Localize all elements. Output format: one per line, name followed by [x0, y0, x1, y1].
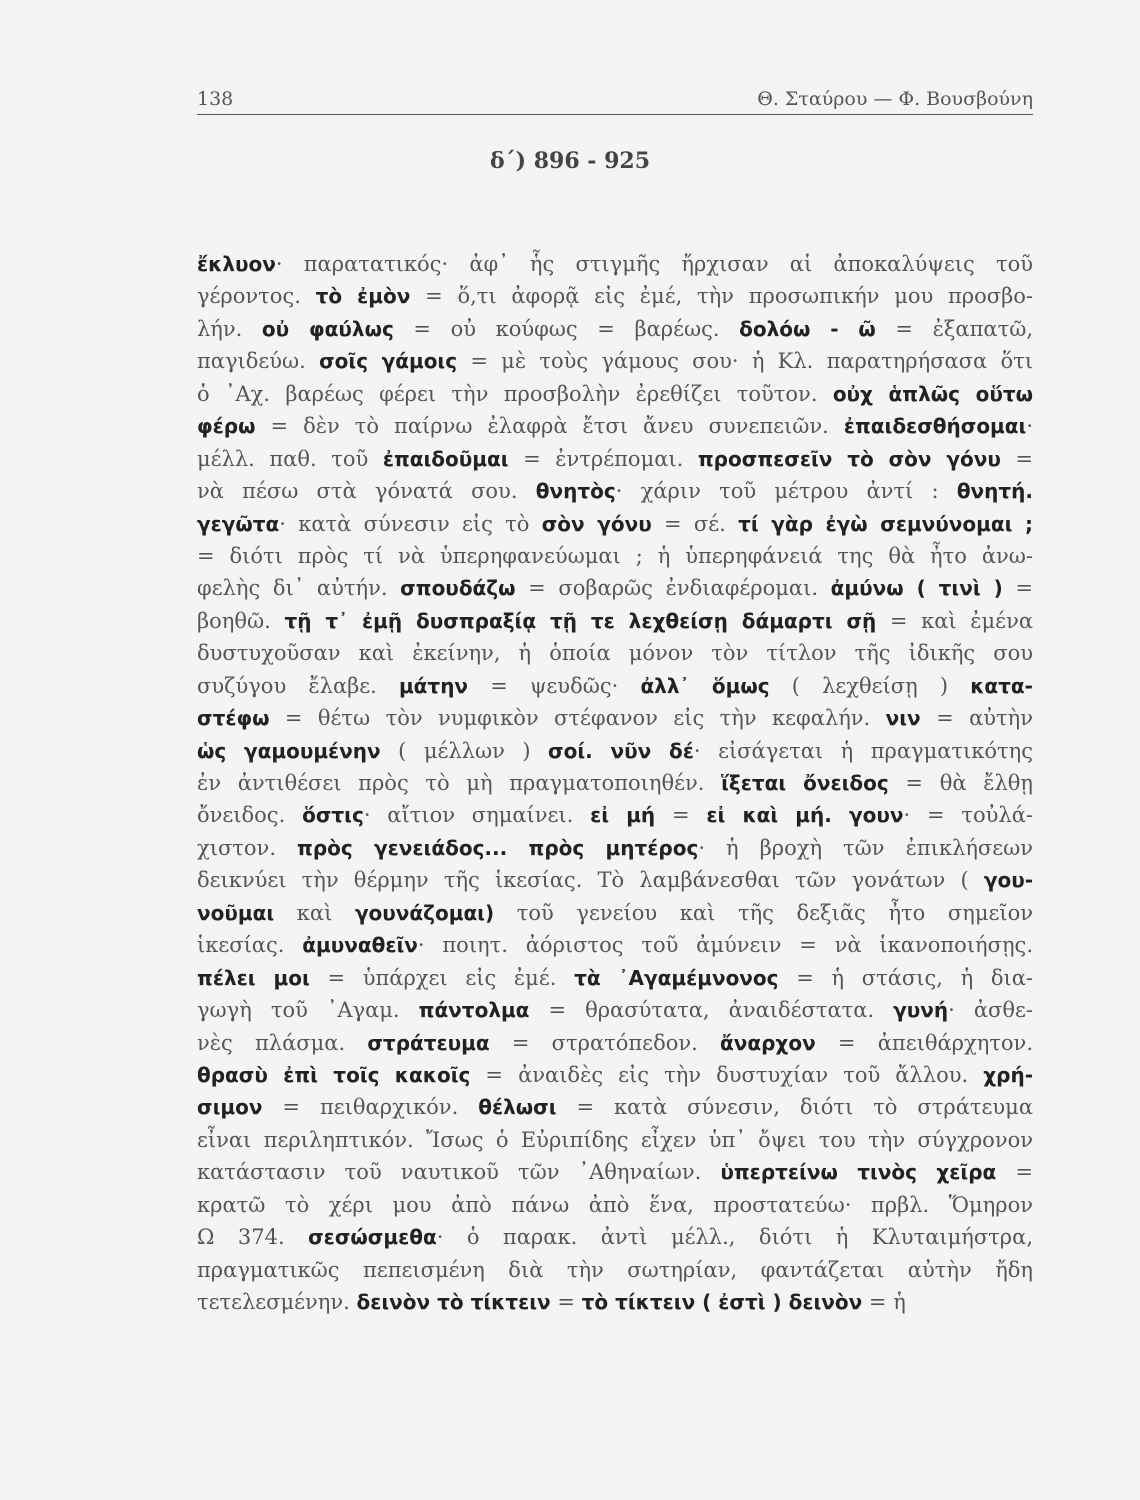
text-segment: · παρατατικός· ἀφ᾽ ἧς στιγμῆς ἤρχισαν αἱ ἀποκαλύψεις τοῦ — [275, 252, 1033, 276]
lemma-term: σοί. νῦν δέ — [548, 738, 694, 763]
text-line — [197, 1189, 1033, 1221]
text-segment: = ὑπάρχει εἰς ἐμέ. — [309, 965, 575, 990]
lemma-term: κατα- — [970, 673, 1033, 698]
text-segment: χιστον. — [197, 835, 298, 860]
lemma-term: τί γὰρ ἐγὼ σεμνύνομαι ; — [738, 511, 1033, 536]
text-segment: πραγματικῶς πεπεισμένη διὰ τὴν σωτηρίαν, φαντάζεται αὐτὴν ἤδη — [197, 1257, 1033, 1282]
commentary-text — [197, 248, 1033, 1318]
lemma-term: τὸ τίκτειν ( ἐστὶ ) δεινὸν — [581, 1290, 863, 1314]
lemma-term: μάτην — [398, 673, 469, 698]
text-segment: φελὴς δι᾽ αὐτήν. — [197, 576, 401, 601]
text-segment: = ἡ — [862, 1290, 906, 1314]
text-segment: = στρατόπεδον. — [489, 1030, 721, 1055]
text-line — [197, 345, 1033, 377]
text-segment: = καὶ ἐμένα — [876, 608, 1033, 633]
text-segment: · ἀσθε- — [948, 998, 1033, 1023]
lemma-term: θνητή. — [956, 479, 1033, 504]
lemma-term: σὸν γόνυ — [541, 511, 652, 536]
lemma-term: δεινὸν τὸ τίκτειν — [356, 1290, 551, 1314]
text-segment: μέλλ. παθ. τοῦ — [197, 446, 383, 471]
lemma-term: ὅστις — [302, 803, 364, 828]
text-segment: τοῦ γενείου καὶ τῆς δεξιᾶς ἦτο σημεῖον — [494, 900, 1033, 925]
text-segment: · ποιητ. ἀόριστος τοῦ ἀμύνειν = νὰ ἱκανοποιήσῃς. — [417, 933, 1033, 958]
text-line — [197, 962, 1033, 994]
text-segment: συζύγου ἔλαβε. — [197, 673, 399, 698]
lemma-term: ὑπερτείνω τινὸς χεῖρα — [720, 1160, 997, 1185]
text-line — [197, 605, 1033, 637]
lemma-term: θέλωσι — [478, 1095, 557, 1120]
text-segment: = θέτω τὸν νυμφικὸν στέφανον εἰς τὴν κεφαλήν. — [269, 706, 886, 731]
text-segment: = ἀναιδὲς εἰς τὴν δυστυχίαν τοῦ ἄλλου. — [470, 1062, 984, 1087]
text-line — [197, 248, 1033, 280]
lemma-term: πέλει μοι — [197, 965, 310, 990]
text-line — [197, 508, 1033, 540]
text-line — [197, 1091, 1033, 1123]
text-segment: ἱκεσίας. — [197, 933, 303, 958]
text-line — [197, 378, 1033, 410]
text-line — [197, 994, 1033, 1026]
text-segment: = πειθαρχικόν. — [262, 1095, 479, 1120]
text-line — [197, 735, 1033, 767]
text-line — [197, 864, 1033, 896]
text-segment: = — [1002, 576, 1033, 601]
lemma-term: ἐπαιδοῦμαι — [382, 446, 509, 471]
text-segment: = — [1000, 446, 1033, 471]
text-segment: = διότι πρὸς τί νὰ ὑπερηφανεύωμαι ; ἡ ὑπερηφάνειά της θὰ ἦτο ἀνω- — [197, 543, 1033, 568]
lemma-term: σπουδάζω — [400, 576, 516, 601]
text-segment: ὁ ᾿Αχ. βαρέως φέρει τὴν προσβολὴν ἐρεθίζει τοῦτον. — [197, 381, 833, 406]
text-line — [197, 832, 1033, 864]
text-segment: δεικνύει τὴν θέρμην τῆς ἱκεσίας. Τὸ λαμβάνεσθαι τῶν γονάτων ( — [197, 868, 984, 893]
text-segment: · εἰσάγεται ἡ πραγματικότης — [693, 738, 1033, 763]
lemma-term: ἐπαιδεσθήσομαι — [843, 414, 1027, 439]
text-line — [197, 897, 1033, 929]
text-segment: = σοβαρῶς ἐνδιαφέρομαι. — [515, 576, 831, 601]
text-segment: νὲς πλάσμα. — [197, 1030, 368, 1055]
text-line — [197, 1059, 1033, 1091]
text-line — [197, 1254, 1033, 1286]
text-segment: = κατὰ σύνεσιν, διότι τὸ στράτευμα — [556, 1095, 1033, 1120]
text-segment: · αἴτιον σημαίνει. — [363, 803, 591, 828]
text-line — [197, 443, 1033, 475]
lemma-term: γυνή — [893, 998, 949, 1023]
text-segment: = θὰ ἔλθῃ — [888, 771, 1033, 795]
lemma-term: οὐ φαύλως — [261, 316, 394, 341]
lemma-term: νιν — [885, 706, 921, 731]
text-segment: = ἡ στάσις, ἡ δια- — [778, 965, 1033, 990]
lemma-term: πρὸς γενειάδος... πρὸς μητέρος — [297, 835, 699, 860]
text-segment: νὰ πέσω στὰ γόνατά σου. — [197, 479, 536, 504]
text-segment: Ω 374. — [197, 1225, 309, 1250]
text-segment: ἐν ἀντιθέσει πρὸς τὸ μὴ πραγματοποιηθέν. — [197, 771, 722, 795]
text-segment: = ἐντρέπομαι. — [508, 446, 698, 471]
running-head-authors: Θ. Σταύρου — Φ. Βουσβούνη — [757, 88, 1033, 110]
text-segment: = — [550, 1290, 582, 1314]
text-segment: καὶ — [274, 900, 355, 925]
text-segment: γωγὴ τοῦ ᾿Αγαμ. — [197, 998, 419, 1023]
text-line — [197, 1221, 1033, 1253]
page-header — [197, 86, 1033, 115]
text-segment: παγιδεύω. — [197, 349, 320, 374]
text-segment: κρατῶ τὸ χέρι μου ἀπὸ πάνω ἀπὸ ἕνα, προστατεύω· πρβλ. Ὅμηρον — [197, 1192, 1033, 1217]
text-segment: γέροντος. — [197, 284, 316, 309]
text-segment: · = τοὐλά- — [903, 803, 1033, 828]
lemma-term: σεσώσμεθα — [308, 1225, 437, 1250]
text-segment: = — [996, 1160, 1033, 1185]
text-segment: βοηθῶ. — [197, 608, 285, 633]
lemma-term: γουνάζομαι) — [354, 900, 495, 925]
lemma-term: χρή- — [983, 1062, 1033, 1087]
text-line — [197, 799, 1033, 831]
lemma-term: οὐχ ἁπλῶς οὕτω — [832, 381, 1033, 406]
text-segment: λήν. — [197, 316, 262, 341]
page-number: 138 — [197, 88, 234, 110]
text-segment: = δὲν τὸ παίρνω ἐλαφρὰ ἔτσι ἄνευ συνεπειῶν. — [255, 414, 844, 439]
lemma-term: τῇ τ᾽ ἐμῇ δυσπραξίᾳ τῇ τε λεχθείσῃ δάμαρτι σῇ — [284, 608, 877, 633]
text-segment: τετελεσμένην. — [197, 1290, 357, 1314]
text-segment: = ὅ,τι ἀφορᾷ εἰς ἐμέ, τὴν προσωπικήν μου προσβο- — [410, 284, 1033, 309]
text-line — [197, 637, 1033, 669]
lemma-term: γου- — [983, 868, 1033, 893]
lemma-term: δολόω - ῶ — [739, 316, 876, 341]
lemma-term: ἵξεται ὄνειδος — [721, 771, 889, 795]
text-line — [197, 670, 1033, 702]
text-segment: · ἡ βροχὴ τῶν ἐπικλήσεων — [698, 835, 1033, 860]
text-line — [197, 1124, 1033, 1156]
text-segment: = ἐξαπατῶ, — [875, 316, 1033, 341]
text-line — [197, 702, 1033, 734]
lemma-term: γεγῶτα — [197, 511, 280, 536]
text-segment: = ψευδῶς· — [468, 673, 641, 698]
lemma-term: τὰ ᾿Αγαμέμνονος — [574, 965, 779, 990]
text-segment: · ὁ παρακ. ἀντὶ μέλλ., διότι ἡ Κλυταιμήστρα, — [436, 1225, 1033, 1250]
text-line — [197, 540, 1033, 572]
text-segment: · κατὰ σύνεσιν εἰς τὸ — [279, 511, 542, 536]
lemma-term: τὸ ἐμὸν — [315, 284, 411, 309]
lemma-term: νοῦμαι — [197, 900, 275, 925]
text-segment: · — [1026, 414, 1033, 439]
lemma-term: σοῖς γάμοις — [319, 349, 458, 374]
text-line — [197, 929, 1033, 961]
lemma-term: ἄναρχον — [720, 1030, 816, 1055]
text-line — [197, 410, 1033, 442]
text-segment: = μὲ τοὺς γάμους σου· ἡ Κλ. παρατηρήσασα ὅτι — [457, 349, 1033, 374]
lemma-term: θνητὸς — [535, 479, 616, 504]
text-segment: ( λεχθείσῃ ) — [769, 673, 971, 698]
lemma-term: ἔκλυον — [197, 252, 276, 276]
lemma-term: εἰ καὶ μή. γουν — [706, 803, 904, 828]
text-segment: ὄνειδος. — [197, 803, 303, 828]
lemma-term: φέρω — [197, 414, 256, 439]
lemma-term: στράτευμα — [367, 1030, 490, 1055]
text-line — [197, 280, 1033, 312]
text-segment: = οὐ κούφως = βαρέως. — [393, 316, 740, 341]
lemma-term: ἀμυναθεῖν — [302, 933, 418, 958]
text-segment: · χάριν τοῦ μέτρου ἀντί : — [615, 479, 957, 504]
text-line — [197, 767, 1033, 799]
text-segment: = αὐτὴν — [920, 706, 1033, 731]
text-line — [197, 1156, 1033, 1188]
text-segment: ( μέλλων ) — [380, 738, 549, 763]
lemma-term: προσπεσεῖν τὸ σὸν γόνυ — [697, 446, 1001, 471]
text-segment: δυστυχοῦσαν καὶ ἐκείνην, ἡ ὁποία μόνον τὸν τίτλον τῆς ἰδικῆς σου — [197, 641, 1033, 666]
text-segment: εἶναι περιληπτικόν. Ἴσως ὁ Εὐριπίδης εἶχεν ὑπ᾽ ὄψει του τὴν σύγχρονον — [197, 1127, 1033, 1152]
text-line — [197, 475, 1033, 507]
lemma-term: θρασὺ ἐπὶ τοῖς κακοῖς — [197, 1062, 471, 1087]
lemma-term: σιμον — [197, 1095, 263, 1120]
text-segment: = — [655, 803, 707, 828]
text-line — [197, 313, 1033, 345]
lemma-term: ἀμύνω ( τινὶ ) — [830, 576, 1003, 601]
lemma-term: στέφω — [197, 706, 270, 731]
text-segment: κατάστασιν τοῦ ναυτικοῦ τῶν ᾿Αθηναίων. — [197, 1160, 721, 1185]
text-line — [197, 572, 1033, 604]
section-title: δ΄) 896 - 925 — [489, 148, 651, 174]
lemma-term: ἀλλ᾽ ὅμως — [640, 673, 770, 698]
lemma-term: ὡς γαμουμένην — [197, 738, 381, 763]
text-line — [197, 1286, 1033, 1318]
text-line — [197, 1027, 1033, 1059]
lemma-term: πάντολμα — [418, 998, 530, 1023]
lemma-term: εἰ μή — [590, 803, 656, 828]
text-segment: = θρασύτατα, ἀναιδέστατα. — [529, 998, 894, 1023]
text-segment: = ἀπειθάρχητον. — [815, 1030, 1033, 1055]
text-segment: = σέ. — [651, 511, 739, 536]
